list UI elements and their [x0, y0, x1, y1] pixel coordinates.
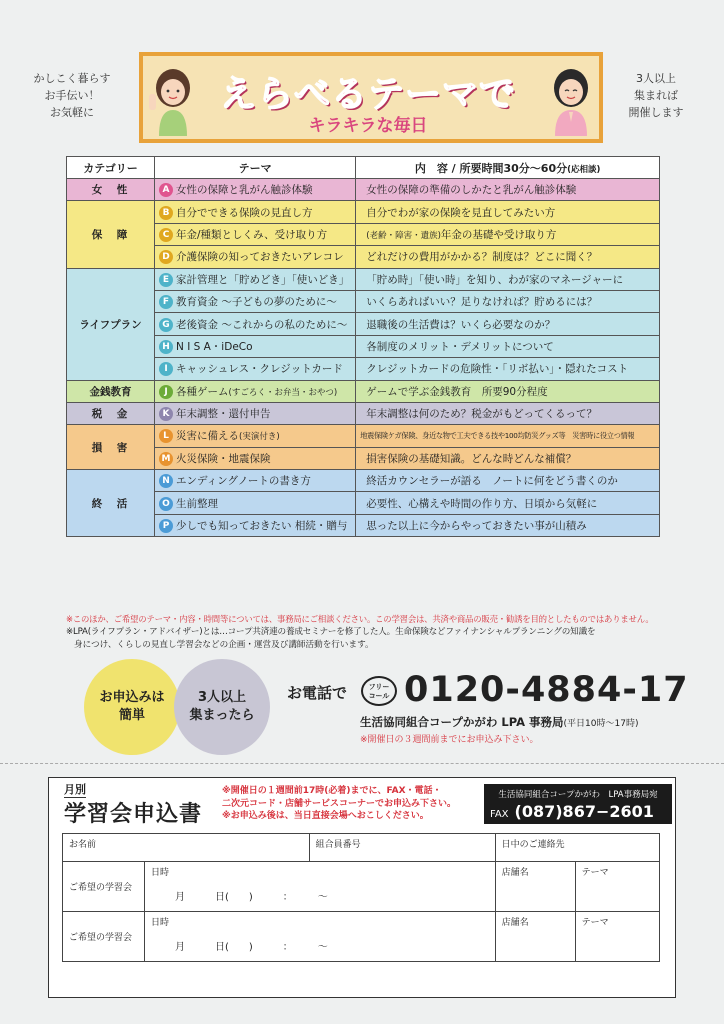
table-row	[67, 447, 660, 469]
themes-table	[66, 156, 660, 537]
apply-easy-circle	[84, 659, 180, 755]
theme-text: 生前整理	[176, 497, 218, 510]
theme-text: 自分でできる保険の見直し方	[176, 206, 313, 219]
theme-text: N I S A・iDeCo	[176, 340, 253, 353]
theme-text: キャッシュレス・クレジットカード	[176, 363, 343, 376]
store-label: 店舗名	[501, 868, 529, 878]
store-field[interactable]	[495, 862, 575, 912]
form-notes	[222, 785, 474, 823]
member-label: 組合員番号	[315, 840, 361, 850]
circle-line: 簡単	[118, 708, 145, 723]
theme-text: 老後資金 〜これからの私のために〜	[176, 318, 348, 331]
form-title: 学習会申込書	[64, 802, 203, 827]
table-row	[67, 246, 660, 268]
content-cell: 年末調整は何のため？税金がもどってくるって？	[356, 402, 660, 424]
free-call-line: コール	[368, 692, 390, 700]
content-cell: 必要性、心構えや時間の作り方、日頃から気軽に	[356, 492, 660, 514]
theme-cell	[155, 335, 356, 357]
theme-cell	[155, 514, 356, 536]
right-note-line: 開催します	[628, 106, 684, 119]
content-cell: 各制度のメリット・デメリットについて	[356, 335, 660, 357]
fax-label: FAX	[490, 809, 509, 820]
woman-praying-icon	[543, 64, 599, 136]
store-label: 店舗名	[501, 918, 529, 928]
content-cell: どれだけの費用がかかる？制度は？どこに聞く？	[356, 246, 660, 268]
three-people-circle	[174, 659, 270, 755]
header-content	[356, 157, 660, 179]
form-note-line: ※お申込み後は、当日直接会場へおこしください。	[222, 811, 429, 821]
content-cell: 退職後の生活費は？いくら必要なのか？	[356, 313, 660, 335]
form-note-line: 二次元コード・店舗サービスコーナーでお申込み下さい。	[222, 798, 457, 809]
theme-cell	[155, 179, 356, 201]
letter-badge: L	[159, 429, 173, 443]
theme-cell	[155, 290, 356, 312]
store-field[interactable]	[495, 912, 575, 962]
category-cell: 損 害	[67, 425, 155, 470]
letter-badge: A	[159, 183, 173, 197]
letter-badge: M	[159, 452, 173, 466]
table-row	[67, 492, 660, 514]
theme-note: (実演付き)	[239, 432, 280, 443]
content-cell: 終活カウンセラーが語る ノートに何をどう書くのか	[356, 470, 660, 492]
session-label-cell	[63, 862, 145, 912]
content-cell: 損害保険の基礎知識。どんな時どんな補償？	[356, 447, 660, 469]
category-cell: 保 障	[67, 201, 155, 268]
theme-text: 教育資金 〜子どもの夢のために〜	[176, 296, 337, 309]
table-row	[67, 268, 660, 290]
theme-text: 年末調整・還付申告	[176, 408, 271, 421]
theme-field[interactable]	[575, 912, 659, 962]
datetime-label: 日時	[151, 868, 170, 878]
right-note-line: 3人以上	[636, 72, 676, 85]
letter-badge: N	[159, 474, 173, 488]
banner-subtitle: キラキラな毎日	[308, 116, 428, 136]
theme-text: 火災保険・地震保険	[176, 452, 271, 465]
content-cell: 自分でわが家の保険を見直してみたい方	[356, 201, 660, 223]
theme-cell	[155, 402, 356, 424]
letter-badge: H	[159, 340, 173, 354]
theme-cell	[155, 201, 356, 223]
session-label-cell	[63, 912, 145, 962]
notes	[66, 613, 666, 652]
circle-line: 3人以上	[197, 690, 247, 705]
table-row	[67, 313, 660, 335]
theme-text: 女性の保障と乳がん触診体験	[176, 184, 313, 197]
office-hours: (平日10時〜17時)	[563, 719, 639, 729]
right-side-note	[606, 70, 706, 121]
content-cell: クレジットカードの危険性・「リボ払い」・隠れたコスト	[356, 358, 660, 380]
letter-badge: O	[159, 497, 173, 511]
theme-cell	[155, 358, 356, 380]
theme-cell	[155, 470, 356, 492]
letter-badge: B	[159, 206, 173, 220]
table-row	[67, 470, 660, 492]
cut-line	[0, 763, 724, 764]
theme-note: (すごろく・お弁当・おやつ)	[228, 387, 338, 398]
header-content-text: 内 容 / 所要時間30分〜60分	[414, 161, 568, 175]
table-row	[67, 201, 660, 223]
date-template: 月 日( ) ： 〜	[175, 942, 328, 953]
banner-title: えらべるテーマで	[219, 74, 516, 115]
left-note-line: お気軽に	[50, 106, 94, 119]
theme-cell	[155, 380, 356, 402]
datetime-field[interactable]	[145, 912, 496, 962]
table-row	[67, 290, 660, 312]
table-row	[67, 179, 660, 201]
content-cell	[356, 223, 660, 245]
date-template: 月 日( ) ： 〜	[175, 892, 328, 903]
theme-text: 家計管理と「貯めどき」「使いどき」	[176, 273, 350, 286]
theme-label: テーマ	[581, 868, 609, 878]
theme-text: 少しでも知っておきたい 相続・贈与	[176, 520, 348, 533]
content-cell: 地震保険ケガ保険、身近な物で工夫できる技や100均防災グッズ等 災害時に役立つ情報	[356, 425, 660, 447]
datetime-field[interactable]	[145, 862, 496, 912]
letter-badge: P	[159, 519, 173, 533]
letter-badge: G	[159, 318, 173, 332]
session-label: ご希望の学習会	[69, 933, 133, 943]
left-side-note	[22, 70, 122, 121]
theme-cell	[155, 268, 356, 290]
monthly-tag: 月別	[64, 783, 86, 796]
content-cell: いくらあればいい？足りなければ？貯めるには？	[356, 290, 660, 312]
category-cell: 税 金	[67, 402, 155, 424]
category-cell: ライフプラン	[67, 268, 155, 380]
letter-badge: K	[159, 407, 173, 421]
theme-cell	[155, 313, 356, 335]
table-row	[67, 514, 660, 536]
form-row-session	[63, 912, 660, 962]
theme-cell	[155, 492, 356, 514]
table-row	[67, 380, 660, 402]
theme-text: 年金/種類としくみ、受け取り方	[176, 228, 328, 241]
session-label: ご希望の学習会	[69, 883, 133, 893]
letter-badge: I	[159, 362, 173, 376]
left-note-line: お手伝い！	[44, 89, 100, 102]
theme-text: 災害に備える	[176, 430, 239, 443]
table-row	[67, 223, 660, 245]
free-call-icon	[361, 676, 397, 706]
phone-label: お電話で	[287, 684, 348, 702]
theme-text: 各種ゲーム	[176, 385, 229, 398]
content-cell: 女性の保障の準備のしかたと乳がん触診体験	[356, 179, 660, 201]
theme-field[interactable]	[575, 862, 659, 912]
theme-cell	[155, 223, 356, 245]
circle-line: お申込みは	[99, 690, 165, 705]
office-info	[360, 714, 638, 730]
theme-text: エンディングノートの書き方	[176, 475, 311, 488]
category-cell: 金銭教育	[67, 380, 155, 402]
form-row-session	[63, 862, 660, 912]
category-cell: 終 活	[67, 470, 155, 537]
phone-number[interactable]: 0120-4884-17	[404, 670, 689, 710]
datetime-label: 日時	[151, 918, 170, 928]
theme-cell	[155, 447, 356, 469]
content-cell: ゲームで学ぶ金銭教育 所要90分程度	[356, 380, 660, 402]
fax-line	[490, 802, 666, 821]
letter-badge: C	[159, 228, 173, 242]
name-label: お名前	[69, 840, 97, 850]
form-note-line: ※開催日の１週間前17時(必着)までに、FAX・電話・	[222, 786, 442, 796]
form-table	[62, 833, 660, 962]
category-cell: 女 性	[67, 179, 155, 201]
letter-badge: F	[159, 295, 173, 309]
left-note-line: かしこく暮らす	[33, 72, 111, 85]
header-category: カテゴリー	[67, 157, 155, 179]
lpa-note-line: ※LPA(ライフプラン・アドバイザー)とは…コープ共済連の養成セミナーを修了した人。生命保険などファイナンシャルプランニングの知識を	[66, 627, 596, 637]
member-number-field[interactable]	[309, 834, 495, 862]
content-text: 年金の基礎や受け取り方	[440, 228, 557, 241]
letter-badge: J	[159, 385, 173, 399]
fax-box	[484, 784, 672, 824]
office-name: 生活協同組合コープかがわ LPA 事務局	[360, 715, 564, 729]
header-content-note: (応相談)	[567, 164, 601, 175]
letter-badge: D	[159, 250, 173, 264]
right-note-line: 集まれば	[634, 89, 678, 102]
header-theme: テーマ	[155, 157, 356, 179]
form-row-name	[63, 834, 660, 862]
content-note: (老齢・障害・遺族)	[366, 230, 441, 241]
table-row	[67, 402, 660, 424]
content-cell: 思った以上に今からやっておきたい事が山積み	[356, 514, 660, 536]
theme-label: テーマ	[581, 918, 609, 928]
red-note: ※このほか、ご希望のテーマ・内容・時間等については、事務局にご相談ください。この学習会は、共済や商品の販売・勧誘を目的としたものではありません。	[66, 614, 654, 624]
free-call-line: フリー	[368, 683, 390, 691]
name-field[interactable]	[63, 834, 310, 862]
lpa-note-line: 身につけ、くらしの見直し学習会などの企画・運営及び講師活動を行います。	[74, 640, 374, 650]
woman-waving-icon	[145, 64, 201, 136]
letter-badge: E	[159, 273, 173, 287]
title-banner	[139, 52, 603, 143]
circle-line: 集まったら	[189, 708, 255, 723]
theme-cell	[155, 425, 356, 447]
content-cell: 「貯め時」「使い時」を知り、わが家のマネージャーに	[356, 268, 660, 290]
table-row	[67, 335, 660, 357]
table-header-row	[67, 157, 660, 179]
theme-cell	[155, 246, 356, 268]
daytime-label: 日中のご連絡先	[501, 840, 565, 850]
contact-note: ※開催日の３週間前までにお申込み下さい。	[360, 735, 539, 745]
fax-number[interactable]: (087)867−2601	[514, 802, 654, 821]
theme-text: 介護保険の知っておきたいアレコレ	[176, 251, 344, 264]
daytime-contact-field[interactable]	[495, 834, 659, 862]
table-row	[67, 358, 660, 380]
fax-organization: 生活協同組合コープかがわ LPA事務局宛	[498, 790, 658, 800]
table-row	[67, 425, 660, 447]
